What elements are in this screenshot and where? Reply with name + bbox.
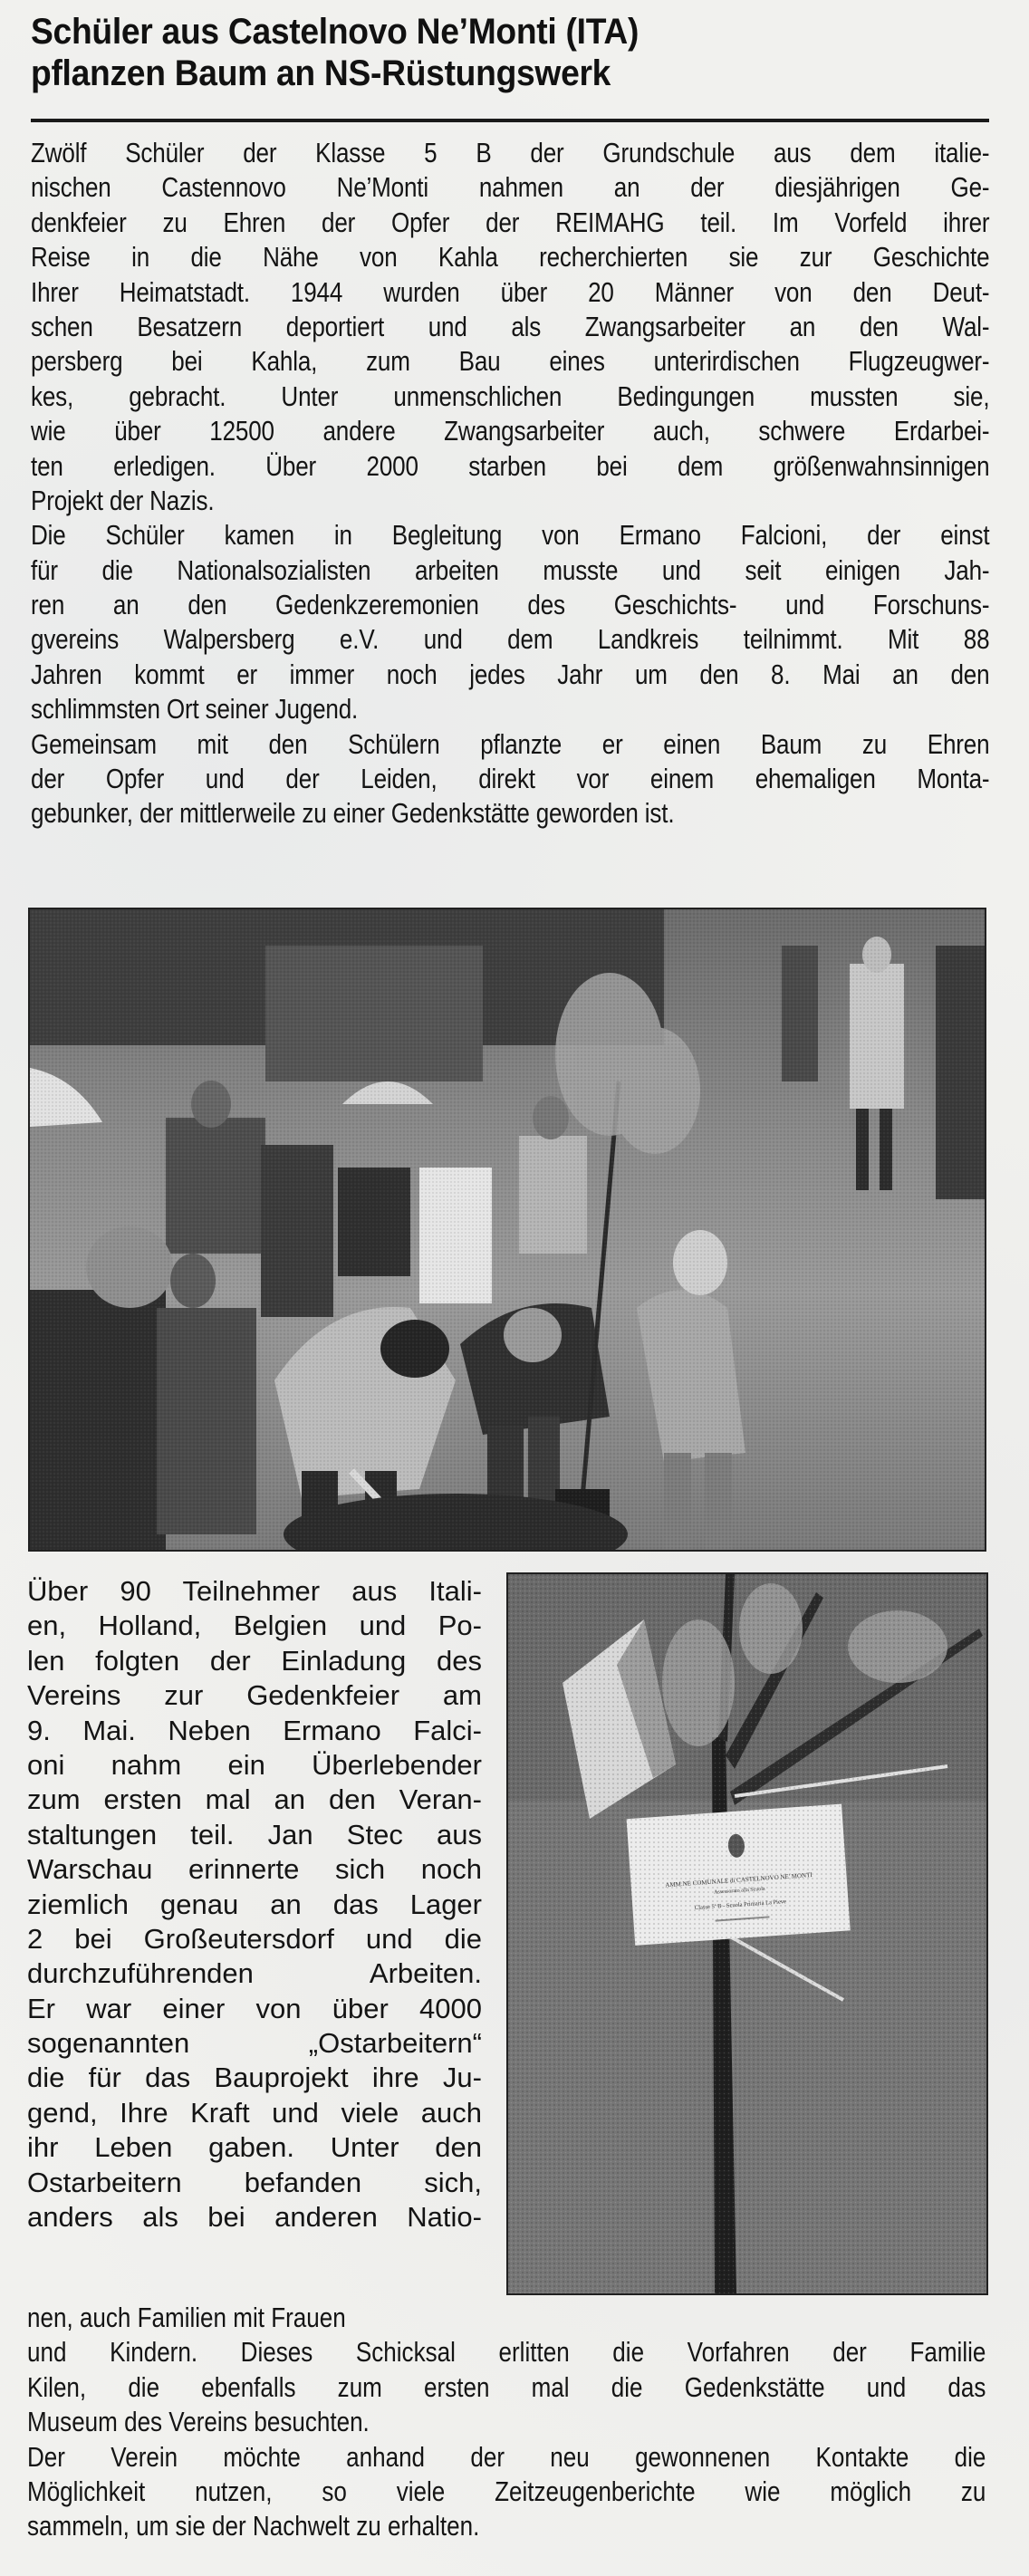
text-line: schen Besatzern deportiert und als Zwangsarbeiter an den Wal- <box>31 310 990 342</box>
photo-tree-planting <box>28 908 986 1552</box>
article-headline <box>31 11 924 94</box>
text-line: persberg bei Kahla, zum Bau eines unterirdischen Flugzeugwer- <box>31 345 990 378</box>
column-text-line: ihr Leben gaben. Unter den <box>27 2131 482 2164</box>
text-line: gvereins Walpersberg e.V. und dem Landkreis teilnimmt. Mit 88 <box>31 623 990 656</box>
column-text-line: Er war einer von über 4000 <box>27 1992 482 2024</box>
tree-planting-image <box>30 909 985 1550</box>
text-line: schlimmsten Ort seiner Jugend. <box>31 693 359 726</box>
text-line: Ihrer Heimatstadt. 1944 wurden über 20 Männer von den Deut- <box>31 275 990 308</box>
text-line: Reise in die Nähe von Kahla recherchierten sie zur Geschichte <box>31 241 990 274</box>
text-line: Museum des Vereins besuchten. <box>27 2406 370 2438</box>
text-line: kes, gebracht. Unter unmenschlichen Bedingungen mussten sie, <box>31 380 990 412</box>
text-line: ren an den Gedenkzeremonien des Geschichts- und Forschuns- <box>31 589 990 621</box>
text-line: Die Schüler kamen in Begleitung von Ermano Falcioni, der einst <box>31 519 990 552</box>
column-text-line: Ostarbeitern befanden sich, <box>27 2166 482 2198</box>
text-line: Möglichkeit nutzen, so viele Zeitzeugenberichte wie möglich zu <box>27 2475 986 2507</box>
text-line: denkfeier zu Ehren der Opfer der REIMAHG teil. Im Vorfeld ihrer <box>31 206 990 238</box>
text-line: für die Nationalsozialisten arbeiten musste und seit einigen Jah- <box>31 553 990 586</box>
column-text-line: gend, Ihre Kraft und viele auch <box>27 2096 482 2129</box>
column-text-line: zum ersten mal an den Veran- <box>27 1783 482 1816</box>
text-line: Kilen, die ebenfalls zum ersten mal die Gedenkstätte und das <box>27 2370 986 2403</box>
text-line: Jahren kommt er immer noch jedes Jahr um den 8. Mai an den <box>31 658 990 690</box>
headline-line-2: pflanzen Baum an NS-Rüstungswerk <box>31 53 611 93</box>
photo-tree-sign <box>506 1572 988 2295</box>
text-line: und Kindern. Dieses Schicksal erlitten die Vorfahren der Familie <box>27 2336 986 2369</box>
text-line: der Opfer und der Leiden, direkt vor einem ehemaligen Monta- <box>31 763 990 795</box>
column-text-line: sogenannten „Ostarbeitern“ <box>27 2027 482 2060</box>
column-text-line: 2 bei Großeutersdorf und die <box>27 1922 482 1955</box>
column-text-line: ziemlich genau an das Lager <box>27 1888 482 1920</box>
column-text-line: oni nahm ein Überlebender <box>27 1748 482 1781</box>
column-text-line: Über 90 Teilnehmer aus Itali- <box>27 1575 482 1607</box>
text-line: wie über 12500 andere Zwangsarbeiter auch, schwere Erdarbei- <box>31 415 990 447</box>
headline-line-1: Schüler aus Castelnovo Ne’Monti (ITA) <box>31 12 640 52</box>
text-line: ten erledigen. Über 2000 starben bei dem größenwahnsinnigen <box>31 449 990 482</box>
closing-text <box>27 2301 986 2544</box>
tree-sign-image <box>508 1574 986 2293</box>
column-text-line: Warschau erinnerte sich noch <box>27 1853 482 1886</box>
column-text-line: en, Holland, Belgien und Po- <box>27 1610 482 1642</box>
column-text-line: durchzuführenden Arbeiten. <box>27 1957 482 1990</box>
text-line: Gemeinsam mit den Schülern pflanzte er einen Baum zu Ehren <box>31 727 990 760</box>
intro-text <box>31 136 989 831</box>
column-text-line: Vereins zur Gedenkfeier am <box>27 1679 482 1712</box>
text-line: sammeln, um sie der Nachwelt zu erhalten. <box>27 2510 480 2542</box>
text-line: nen, auch Familien mit Frauen <box>27 2302 346 2333</box>
column-text-line: anders als bei anderen Natio- <box>27 2201 482 2234</box>
column-text-line: 9. Mai. Neben Ermano Falci- <box>27 1714 482 1746</box>
text-line: nischen Castennovo Ne’Monti nahmen an der diesjährigen Ge- <box>31 171 990 204</box>
headline-rule <box>31 119 989 122</box>
narrow-column-text <box>27 1574 482 2235</box>
text-line: Der Verein möchte anhand der neu gewonnenen Kontakte die <box>27 2440 986 2473</box>
text-line: gebunker, der mittlerweile zu einer Gedenkstätte geworden ist. <box>31 797 675 830</box>
column-text-line: len folgten der Einladung des <box>27 1644 482 1677</box>
text-line: Projekt der Nazis. <box>31 484 215 516</box>
text-line: Zwölf Schüler der Klasse 5 B der Grundschule aus dem italie- <box>31 137 990 168</box>
column-text-line: die für das Bauprojekt ihre Ju- <box>27 2062 482 2094</box>
column-text-line: staltungen teil. Jan Stec aus <box>27 1818 482 1850</box>
